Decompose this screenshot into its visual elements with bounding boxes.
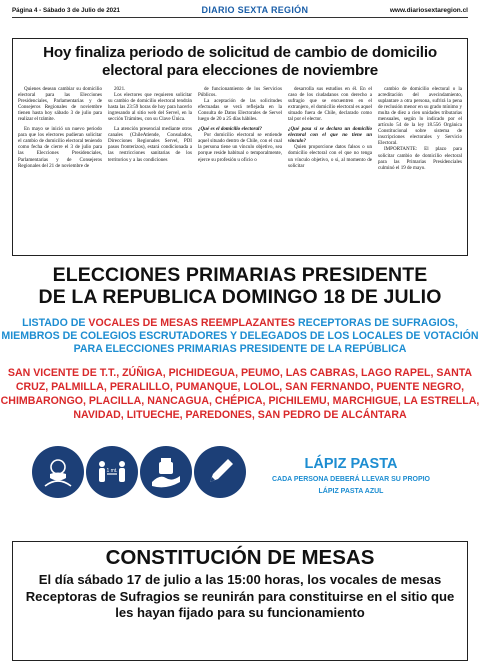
elections-heading: ELECCIONES PRIMARIAS PRESIDENTE xyxy=(52,264,428,286)
constitucion-title: CONSTITUCIÓN DE MESAS xyxy=(105,546,375,569)
pencil-icon xyxy=(194,446,246,498)
article-paragraph: La atención presencial mediante otros canales (ChileAtiende, Consulados, Direcciones Regionales Servel, PDI pasos fronterizos), estará condicionada a las restricciones sanitarias de los territorios y a las condiciones xyxy=(108,126,192,163)
article-paragraph: Los electores que requieren solicitar su cambio de domicilio electoral tendrán hasta las 23:59 horas de hoy para hacerlo ingresando al sitio web del Servel, en la sección Trámites, con su Clave Única. xyxy=(108,92,192,123)
constitucion-box xyxy=(12,541,468,661)
listado-text xyxy=(0,317,480,356)
lapiz-title: LÁPIZ PASTA xyxy=(304,456,398,472)
article-paragraph: Quien proporcione datos falsos o un domicilio electoral con el que no tenga un vínculo objetivo, o si, al momento de solicitar xyxy=(288,144,372,169)
header-divider xyxy=(12,17,468,18)
article-box xyxy=(12,38,468,256)
website-link[interactable]: www.diariosextaregion.cl xyxy=(389,6,468,14)
elections-heading: DE LA REPUBLICA DOMINGO 18 DE JULIO xyxy=(38,286,442,308)
hand-sanitizer-icon xyxy=(140,446,192,498)
newspaper-brand: DIARIO SEXTA REGIÓN xyxy=(201,5,309,15)
article-paragraph: cambio de domicilio electoral o la acreditación del avecindamiento, suplantare a otra persona, sufrirá la pena de reclusión menor en su grado mínimo y multa de diez a cien unidades tributarias mensuales, según lo indicado por el artículo 54 de la ley 18.556 Orgánica Constitucional sobre sistema de inscripciones electorales y Servicio Electoral. xyxy=(378,86,462,147)
article-column-2 xyxy=(108,86,192,171)
article-paragraph: Por domicilio electoral se entiende aquel situado dentro de Chile, con el cual la persona tiene un vínculo objetivo, sea porque reside habitual o temporalmente, ejerce su profesión u oficio o xyxy=(198,132,282,163)
article-paragraph: de funcionamiento de los Servicios Públicos. xyxy=(198,86,282,99)
mask-icon xyxy=(32,446,84,498)
article-paragraph: En mayo se inició un nuevo periodo para que los electores pudieran solicitar el cambio de domicilio electoral teniendo como fecha de cierre el 3 de julio para las Elecciones Presidenciales, Parlamentarias y de Consejeros Regionales del 21 de noviembre de xyxy=(18,126,102,169)
communes-list: SAN VICENTE DE T.T., ZÚÑIGA, PICHIDEGUA, PEUMO, LAS CABRAS, LAGO RAPEL, SANTA CRUZ, PALMILLA, PERALILLO, PUMANQUE, LOLOL, SAN FERNANDO, PUENTE NEGRO, CHIMBARONGO, PLACILLA, NANCAGUA, CHÉPICA, PICHILEMU, MARCHIGUE, LA ESTRELLA, NAVIDAD, LITUECHE, PAREDONES, SAN PEDRO DE ALCÁNTARA xyxy=(0,367,480,421)
page-date: Página 4 - Sábado 3 de Julio de 2021 xyxy=(12,6,120,14)
lapiz-line: CADA PERSONA DEBERÁ LLEVAR SU PROPIO xyxy=(271,476,431,483)
article-paragraph: Quienes desean cambiar su domicilio electoral para las Elecciones Presidenciales, Parlamentarias y de Consejeros Regionales de noviembre tienen hasta hoy sábado 3 de julio para realizar el trámite. xyxy=(18,86,102,123)
article-column-3 xyxy=(198,86,282,171)
lapiz-pasta-notice xyxy=(256,456,446,497)
article-paragraph: IMPORTANTE: El plazo para solicitar cambio de domicilio electoral para las Primarias Presidenciales culminó el 19 de mayo. xyxy=(378,146,462,171)
page-header xyxy=(12,4,468,16)
article-title: Hoy finaliza periodo de solicitud de cambio de domicilio electoral para elecciones de noviembre xyxy=(43,44,437,79)
distance-icon xyxy=(86,446,138,498)
article-subheading: ¿Qué pasa si se declara un domicilio electoral con el que no tiene un vínculo? xyxy=(288,126,372,145)
lapiz-line: LÁPIZ PASTA AZUL xyxy=(318,488,384,495)
article-column-4 xyxy=(288,86,372,171)
article-column-5 xyxy=(378,86,462,171)
health-icons-row xyxy=(32,446,246,498)
distance-label: 1 mt. xyxy=(106,468,118,474)
article-paragraph: La aceptación de las solicitudes efectuadas se verá reflejada en la Consulta de Datos Electorales de Servel luego de 20 a 25 días hábiles. xyxy=(198,98,282,123)
article-paragraph: desarrolla sus estudios en él. En el caso de los ciudadanos con derecho a sufragio que se encuentren en el extranjero, el domicilio electoral es aquel situado fuera de Chile, declarado como tal por el elector. xyxy=(288,86,372,123)
listado-prefix: LISTADO DE xyxy=(22,317,89,329)
article-paragraph: 2021. xyxy=(114,86,126,92)
listado-highlight: VOCALES DE MESAS REEMPLAZANTES xyxy=(88,317,296,329)
article-columns xyxy=(18,86,462,171)
article-subheading: ¿Qué es el domicilio electoral? xyxy=(198,126,262,133)
listado-rest: RECEPTORAS DE SUFRAGIOS, MIEMBROS DE COLEGIOS ESCRUTADORES Y DELEGADOS DE LOS LOCALES DE VOTACIÓN PARA ELECCIONES PRIMARIAS PRESIDENTE DE LA REPÚBLICA xyxy=(1,317,479,355)
constitucion-text: El día sábado 17 de julio a las 15:00 horas, los vocales de mesas Receptoras de Sufragios se reunirán para constituirse en el sitio que les hayan fijado para su funcionamiento xyxy=(25,572,455,620)
article-column-1 xyxy=(18,86,102,171)
